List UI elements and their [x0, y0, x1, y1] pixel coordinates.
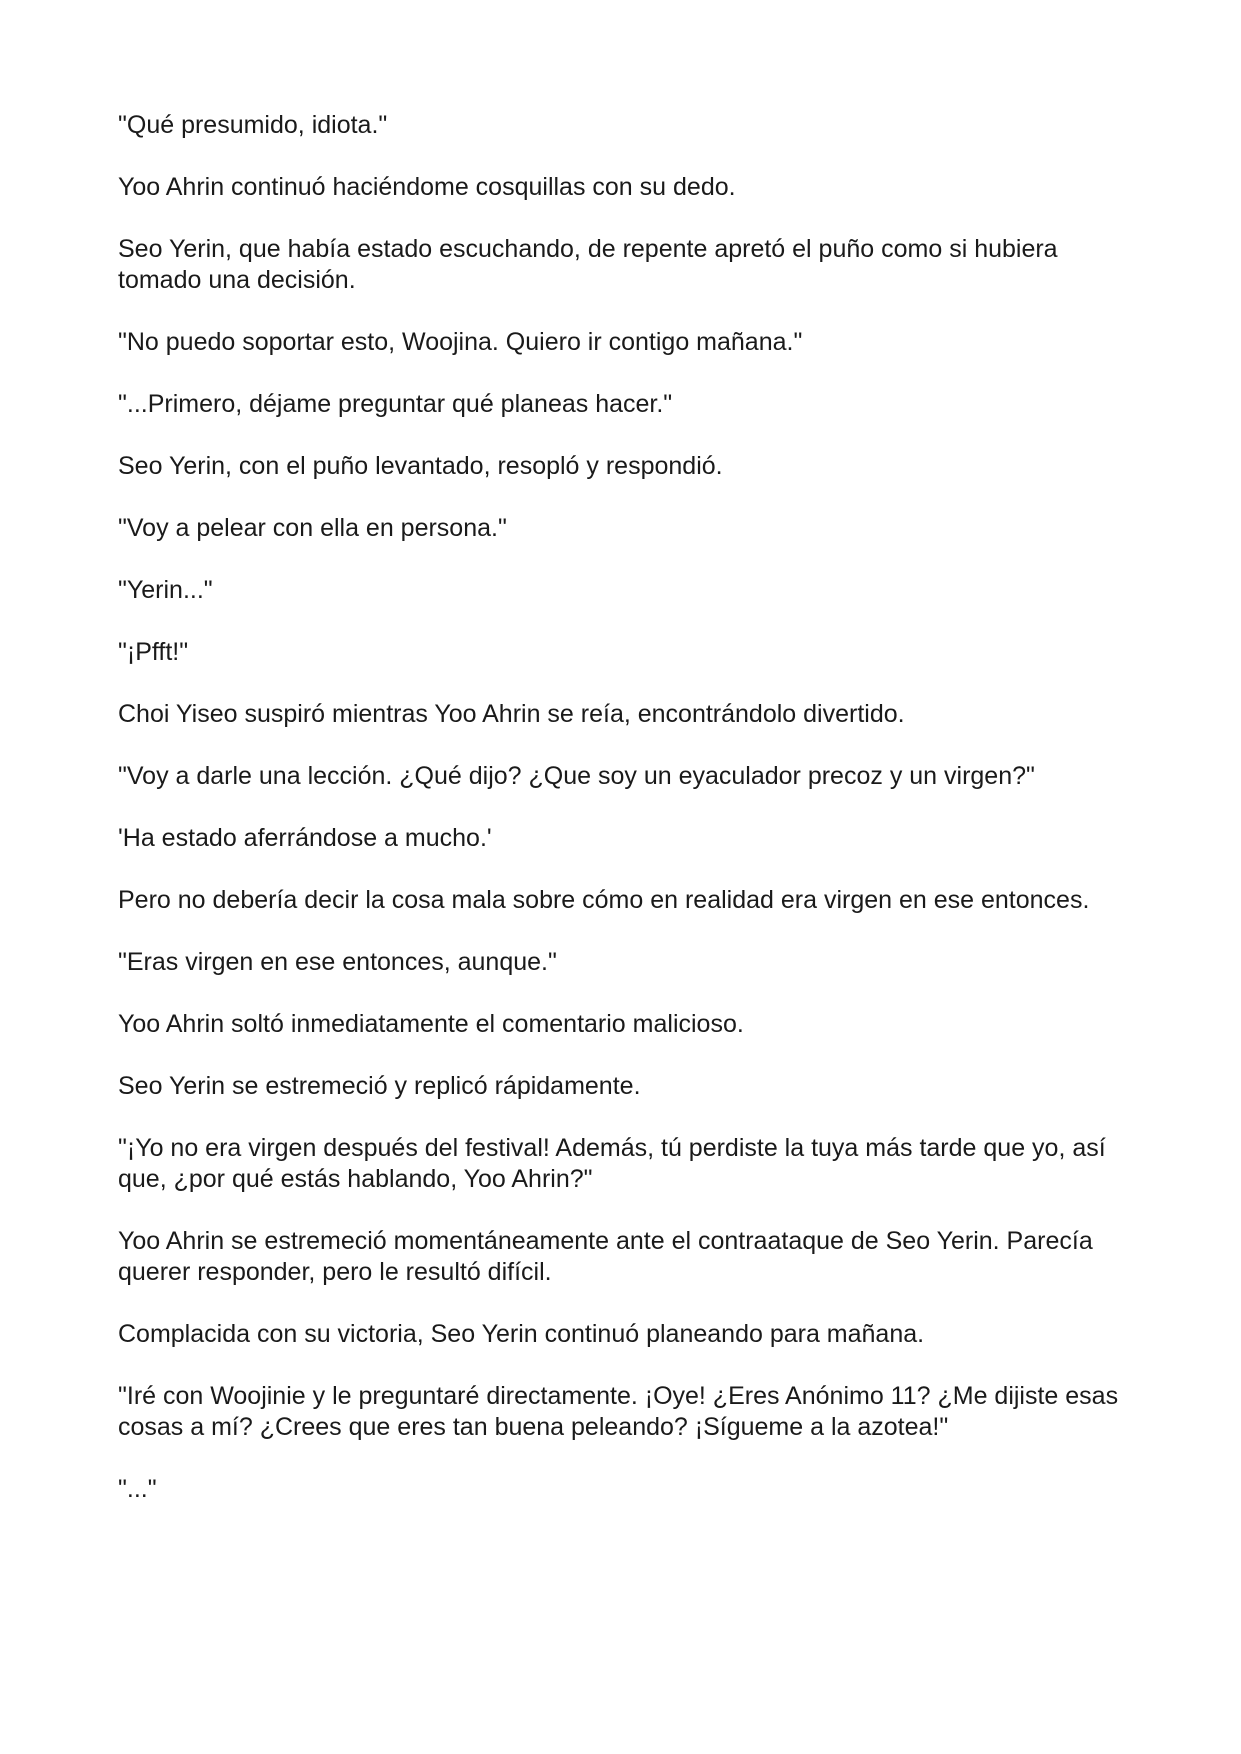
paragraph: Pero no debería decir la cosa mala sobre cómo en realidad era virgen en ese entonces.	[118, 886, 1090, 914]
paragraph: Seo Yerin se estremeció y replicó rápidamente.	[118, 1072, 641, 1100]
paragraph: Yoo Ahrin continuó haciéndome cosquillas con su dedo.	[118, 173, 736, 201]
paragraph: "Voy a darle una lección. ¿Qué dijo? ¿Que soy un eyaculador precoz y un virgen?"	[118, 762, 1035, 790]
paragraph: "¡Yo no era virgen después del festival! Además, tú perdiste la tuya más tarde que yo, así que, ¿por qué estás hablando, Yoo Ahrin?"	[118, 1134, 1106, 1193]
paragraph: "...Primero, déjame preguntar qué planeas hacer."	[118, 390, 673, 418]
paragraph: Complacida con su victoria, Seo Yerin continuó planeando para mañana.	[118, 1320, 925, 1348]
paragraph: "Yerin..."	[118, 576, 213, 604]
paragraph: Yoo Ahrin se estremeció momentáneamente ante el contraataque de Seo Yerin. Parecía querer responder, pero le resultó difícil.	[118, 1227, 1093, 1286]
paragraph: "..."	[118, 1475, 157, 1503]
paragraph: Seo Yerin, con el puño levantado, resopló y respondió.	[118, 452, 723, 480]
paragraph: "Voy a pelear con ella en persona."	[118, 514, 507, 542]
paragraph: "Eras virgen en ese entonces, aunque."	[118, 948, 557, 976]
paragraph: "¡Pfft!"	[118, 638, 189, 666]
paragraph: "No puedo soportar esto, Woojina. Quiero ir contigo mañana."	[118, 328, 803, 356]
paragraph: Choi Yiseo suspiró mientras Yoo Ahrin se reía, encontrándolo divertido.	[118, 700, 905, 728]
document-body	[118, 110, 1128, 1536]
paragraph: Seo Yerin, que había estado escuchando, de repente apretó el puño como si hubiera tomado una decisión.	[118, 235, 1058, 294]
paragraph: "Iré con Woojinie y le preguntaré directamente. ¡Oye! ¿Eres Anónimo 11? ¿Me dijiste esas cosas a mí? ¿Crees que eres tan buena peleando? ¡Sígueme a la azotea!"	[118, 1382, 1119, 1441]
paragraph: Yoo Ahrin soltó inmediatamente el comentario malicioso.	[118, 1010, 744, 1038]
paragraph: 'Ha estado aferrándose a mucho.'	[118, 824, 492, 852]
paragraph: "Qué presumido, idiota."	[118, 111, 388, 139]
